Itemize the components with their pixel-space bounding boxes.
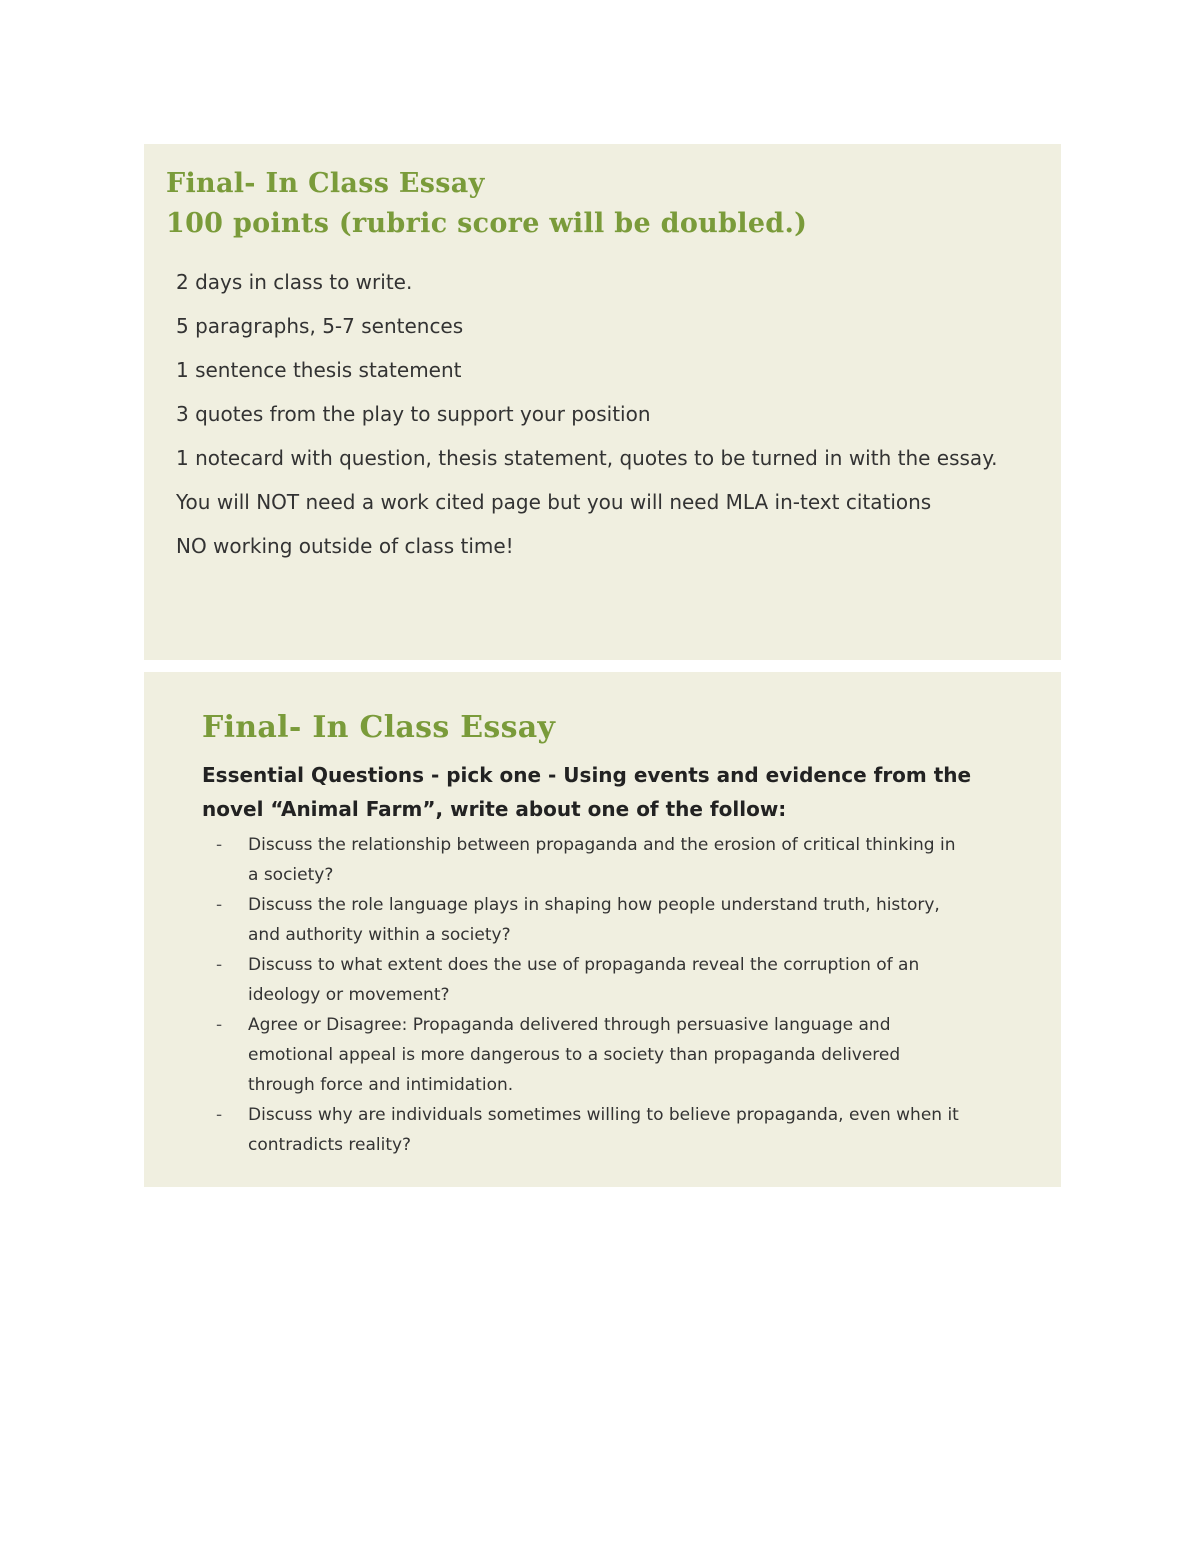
slide-2-title: Final- In Class Essay [202,710,556,745]
question-text: Discuss the relationship between propaganda and the erosion of critical thinking in a society? [248,835,956,885]
slide-1-title [166,164,1031,244]
bullet-dash: - [216,895,223,915]
questions-list [202,830,1021,1160]
question-item [202,830,1021,890]
essential-questions-intro: Essential Questions - pick one - Using events and evidence from the novel “Animal Farm”, write about one of the follow: [202,763,972,821]
question-item [202,1100,1021,1160]
bullet-dash: - [216,835,223,855]
bullet-dash: - [216,955,223,975]
slide-essay-requirements [144,144,1061,660]
question-item [202,950,1021,1010]
bullet-dash: - [216,1105,223,1125]
question-item [202,1010,1021,1100]
requirement-item: You will NOT need a work cited page but you will need MLA in-text citations [176,490,932,514]
question-text: Discuss the role language plays in shaping how people understand truth, history, and authority within a society? [248,895,940,945]
question-text: Discuss to what extent does the use of propaganda reveal the corruption of an ideology or movement? [248,955,920,1005]
question-item [202,890,1021,950]
requirement-item: 5 paragraphs, 5-7 sentences [176,314,464,338]
requirement-item: 1 notecard with question, thesis statement, quotes to be turned in with the essay. [176,446,998,470]
bullet-dash: - [216,1015,223,1035]
question-text: Agree or Disagree: Propaganda delivered through persuasive language and emotional appeal is more dangerous to a society than propaganda delivered through force and intimidation. [248,1015,901,1095]
requirement-item: NO working outside of class time! [176,534,514,558]
slide-1-title-line-2: 100 points (rubric score will be doubled.) [166,208,808,239]
requirements-list [176,270,1031,558]
slide-essential-questions [144,672,1061,1187]
requirement-item: 2 days in class to write. [176,270,413,294]
requirement-item: 1 sentence thesis statement [176,358,462,382]
slide-1-title-line-1: Final- In Class Essay [166,168,485,199]
requirement-item: 3 quotes from the play to support your position [176,402,651,426]
question-text: Discuss why are individuals sometimes willing to believe propaganda, even when it contradicts reality? [248,1105,959,1155]
